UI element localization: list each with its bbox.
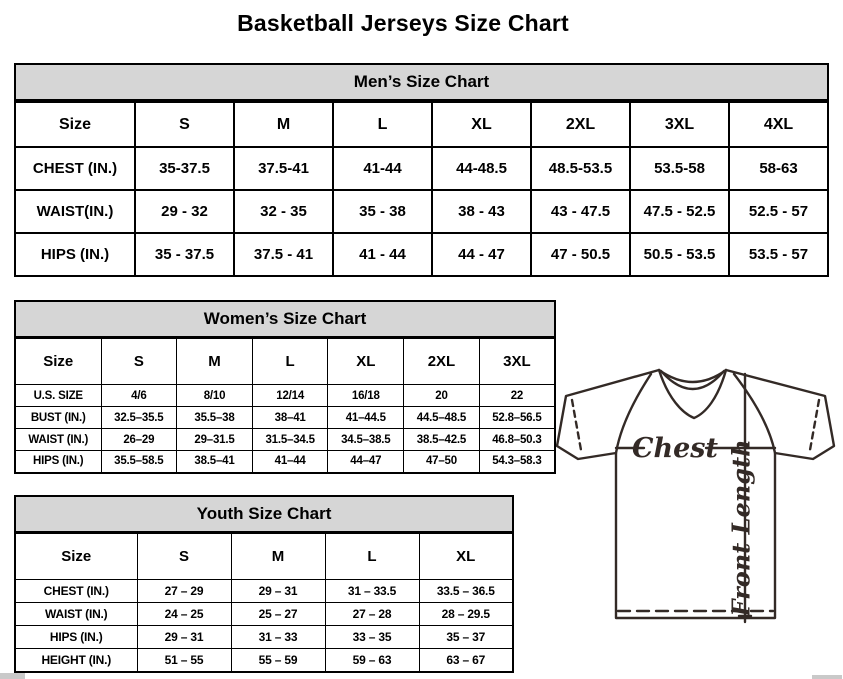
table-row: [15, 147, 828, 190]
row-label: U.S. SIZE: [15, 385, 101, 407]
column-header: XL: [419, 534, 513, 580]
size-value-cell: 22: [479, 385, 555, 407]
column-header: S: [135, 102, 234, 147]
table-row: [15, 580, 513, 603]
table-row: [15, 407, 555, 429]
header-row: [15, 534, 513, 580]
table-row: [15, 429, 555, 451]
size-value-cell: 47 - 50.5: [531, 233, 630, 276]
page-title: Basketball Jerseys Size Chart: [237, 10, 569, 36]
size-value-cell: 37.5-41: [234, 147, 333, 190]
size-value-cell: 63 – 67: [419, 649, 513, 672]
column-header: Size: [15, 534, 137, 580]
youth-chart-header: Youth Size Chart: [14, 495, 514, 533]
mens-size-table: [14, 101, 829, 277]
size-value-cell: 37.5 - 41: [234, 233, 333, 276]
size-value-cell: 35-37.5: [135, 147, 234, 190]
column-header: Size: [15, 102, 135, 147]
size-value-cell: 44 - 47: [432, 233, 531, 276]
size-value-cell: 43 - 47.5: [531, 190, 630, 233]
row-label: CHEST (IN.): [15, 580, 137, 603]
size-value-cell: 52.5 - 57: [729, 190, 828, 233]
size-value-cell: 35 - 37.5: [135, 233, 234, 276]
size-value-cell: 35.5–38: [177, 407, 253, 429]
column-header: S: [101, 339, 177, 385]
size-value-cell: 52.8–56.5: [479, 407, 555, 429]
row-label: HIPS (IN.): [15, 451, 101, 473]
size-value-cell: 26–29: [101, 429, 177, 451]
column-header: L: [325, 534, 419, 580]
size-value-cell: 16/18: [328, 385, 404, 407]
column-header: M: [234, 102, 333, 147]
header-row: [15, 339, 555, 385]
mens-chart-header: Men’s Size Chart: [14, 63, 829, 101]
size-value-cell: 31 – 33: [231, 626, 325, 649]
column-header: M: [231, 534, 325, 580]
size-value-cell: 29 - 32: [135, 190, 234, 233]
table-row: [15, 626, 513, 649]
table-row: [15, 451, 555, 473]
table-row: [15, 603, 513, 626]
size-value-cell: 31 – 33.5: [325, 580, 419, 603]
size-value-cell: 38.5–41: [177, 451, 253, 473]
size-value-cell: 51 – 55: [137, 649, 231, 672]
size-value-cell: 35.5–58.5: [101, 451, 177, 473]
table-row: [15, 233, 828, 276]
womens-chart-header: Women’s Size Chart: [14, 300, 556, 338]
column-header: 3XL: [630, 102, 729, 147]
youth-size-chart: [14, 495, 514, 673]
size-value-cell: 27 – 28: [325, 603, 419, 626]
size-value-cell: 47–50: [404, 451, 480, 473]
jersey-diagram-svg: [556, 360, 843, 672]
mens-size-chart: [14, 63, 829, 277]
table-row: [15, 190, 828, 233]
size-value-cell: 12/14: [252, 385, 328, 407]
row-label: WAIST (IN.): [15, 429, 101, 451]
horizontal-scrollbar-thumb-left[interactable]: [0, 673, 25, 679]
column-header: 2XL: [404, 339, 480, 385]
row-label: HEIGHT (IN.): [15, 649, 137, 672]
size-value-cell: 29 – 31: [231, 580, 325, 603]
size-value-cell: 33.5 – 36.5: [419, 580, 513, 603]
size-value-cell: 25 – 27: [231, 603, 325, 626]
row-label: WAIST(IN.): [15, 190, 135, 233]
size-value-cell: 44-48.5: [432, 147, 531, 190]
size-value-cell: 34.5–38.5: [328, 429, 404, 451]
youth-size-table: [14, 533, 514, 673]
column-header: S: [137, 534, 231, 580]
womens-size-chart: [14, 300, 556, 474]
womens-size-table: [14, 338, 556, 474]
size-value-cell: 58-63: [729, 147, 828, 190]
size-value-cell: 35 - 38: [333, 190, 432, 233]
size-value-cell: 41–44.5: [328, 407, 404, 429]
header-row: [15, 102, 828, 147]
row-label: WAIST (IN.): [15, 603, 137, 626]
row-label: CHEST (IN.): [15, 147, 135, 190]
collar-band-inner: [661, 371, 724, 389]
row-label: BUST (IN.): [15, 407, 101, 429]
size-value-cell: 53.5-58: [630, 147, 729, 190]
size-value-cell: 29–31.5: [177, 429, 253, 451]
size-value-cell: 38 - 43: [432, 190, 531, 233]
size-value-cell: 41–44: [252, 451, 328, 473]
size-value-cell: 53.5 - 57: [729, 233, 828, 276]
table-row: [15, 385, 555, 407]
row-label: HIPS (IN.): [15, 233, 135, 276]
front-length-label: Front Length: [726, 439, 756, 617]
size-value-cell: 50.5 - 53.5: [630, 233, 729, 276]
size-value-cell: 35 – 37: [419, 626, 513, 649]
jersey-measurement-diagram: [556, 360, 843, 672]
size-value-cell: 24 – 25: [137, 603, 231, 626]
column-header: XL: [328, 339, 404, 385]
size-value-cell: 47.5 - 52.5: [630, 190, 729, 233]
left-cuff-dashed-line: [572, 400, 581, 450]
jersey-outline: [557, 370, 834, 618]
column-header: M: [177, 339, 253, 385]
size-value-cell: 41-44: [333, 147, 432, 190]
size-value-cell: 29 – 31: [137, 626, 231, 649]
size-value-cell: 38–41: [252, 407, 328, 429]
horizontal-scrollbar-thumb-right[interactable]: [812, 675, 842, 679]
size-value-cell: 32.5–35.5: [101, 407, 177, 429]
size-value-cell: 32 - 35: [234, 190, 333, 233]
row-label: HIPS (IN.): [15, 626, 137, 649]
size-value-cell: 38.5–42.5: [404, 429, 480, 451]
size-value-cell: 44.5–48.5: [404, 407, 480, 429]
column-header: 3XL: [479, 339, 555, 385]
size-value-cell: 20: [404, 385, 480, 407]
column-header: XL: [432, 102, 531, 147]
size-value-cell: 44–47: [328, 451, 404, 473]
size-value-cell: 48.5-53.5: [531, 147, 630, 190]
table-row: [15, 649, 513, 672]
chest-label: Chest: [632, 433, 718, 464]
column-header: 4XL: [729, 102, 828, 147]
size-value-cell: 33 – 35: [325, 626, 419, 649]
size-value-cell: 55 – 59: [231, 649, 325, 672]
right-cuff-dashed-line: [810, 400, 819, 450]
size-value-cell: 46.8–50.3: [479, 429, 555, 451]
column-header: Size: [15, 339, 101, 385]
column-header: L: [252, 339, 328, 385]
size-value-cell: 54.3–58.3: [479, 451, 555, 473]
size-value-cell: 59 – 63: [325, 649, 419, 672]
size-value-cell: 27 – 29: [137, 580, 231, 603]
size-value-cell: 41 - 44: [333, 233, 432, 276]
size-value-cell: 28 – 29.5: [419, 603, 513, 626]
size-value-cell: 8/10: [177, 385, 253, 407]
size-value-cell: 4/6: [101, 385, 177, 407]
size-value-cell: 31.5–34.5: [252, 429, 328, 451]
column-header: L: [333, 102, 432, 147]
column-header: 2XL: [531, 102, 630, 147]
